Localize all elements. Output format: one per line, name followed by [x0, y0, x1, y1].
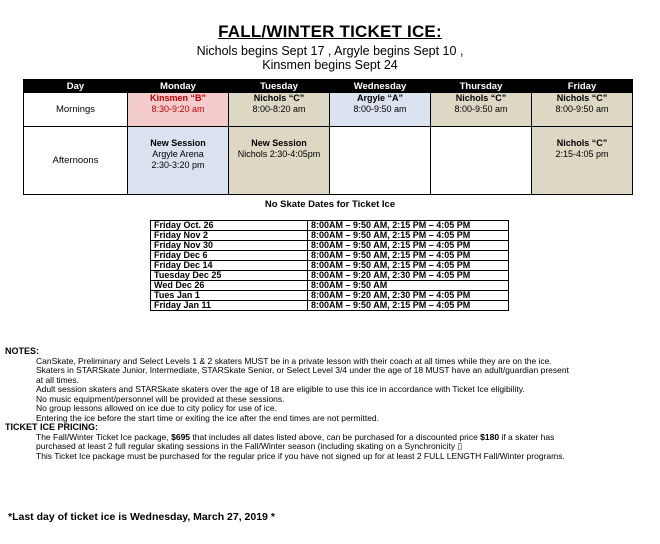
no-skate-table [150, 220, 509, 311]
afternoons-row [24, 127, 633, 195]
schedule-table [23, 79, 633, 195]
friday-afternoon-time: 2:15-4:05 pm [555, 149, 609, 159]
header-thursday: Thursday [431, 80, 532, 93]
mornings-label: Mornings [24, 93, 128, 127]
monday-afternoon-cell [128, 127, 229, 195]
no-skate-row [151, 271, 509, 281]
no-skate-times: 8:00AM – 9:50 AM, 2:15 PM – 4:05 PM [308, 261, 509, 271]
mornings-row [24, 93, 633, 127]
friday-morning-cell [532, 93, 633, 127]
no-skate-times: 8:00AM – 9:50 AM, 2:15 PM – 4:05 PM [308, 241, 509, 251]
note-item: at all times. [36, 374, 79, 385]
page-subtitle [0, 44, 660, 72]
no-skate-times: 8:00AM – 9:20 AM, 2:30 PM – 4:05 PM [308, 291, 509, 301]
no-skate-times: 8:00AM – 9:20 AM, 2:30 PM – 4:05 PM [308, 271, 509, 281]
no-skate-row [151, 241, 509, 251]
no-skate-date: Friday Dec 6 [151, 251, 308, 261]
no-skate-times: 8:00AM – 9:50 AM, 2:15 PM – 4:05 PM [308, 251, 509, 261]
no-skate-date: Tues Jan 1 [151, 291, 308, 301]
pricing-text: that includes all dates listed above, can be purchased for a discounted price [190, 431, 481, 442]
monday-afternoon-location: Argyle Arena [152, 149, 204, 159]
no-skate-date: Friday Dec 14 [151, 261, 308, 271]
tuesday-morning-cell [229, 93, 330, 127]
monday-morning-time: 8:30-9:20 am [151, 104, 205, 114]
no-skate-row [151, 221, 509, 231]
discount-price: $180 [480, 431, 500, 442]
no-skate-times: 8:00AM – 9:50 AM, 2:15 PM – 4:05 PM [308, 221, 509, 231]
no-skate-row [151, 301, 509, 311]
notes-section [5, 347, 653, 461]
pricing-text: if a skater has [499, 431, 555, 442]
wednesday-morning-rink: Argyle “A” [356, 93, 403, 103]
pricing-text: The Fall/Winter Ticket Ice package, [36, 431, 172, 442]
thursday-morning-cell [431, 93, 532, 127]
no-skate-date: Friday Nov 30 [151, 241, 308, 251]
pricing-heading: TICKET ICE PRICING: [5, 422, 99, 432]
friday-morning-time: 8:00-9:50 am [555, 104, 609, 114]
friday-morning-rink: Nichols “C” [556, 93, 608, 103]
no-skate-date: Friday Nov 2 [151, 231, 308, 241]
wednesday-morning-time: 8:00-9:50 am [353, 104, 407, 114]
no-skate-date: Friday Jan 11 [151, 301, 308, 311]
note-item: Adult session skaters and STARSkate skaters over the age of 18 are eligible to use this ice in accordance with Ticket Ice eligibility. [36, 384, 525, 394]
page-title: FALL/WINTER TICKET ICE: [218, 22, 442, 41]
friday-afternoon-cell [532, 127, 633, 195]
notes-heading: NOTES: [5, 346, 40, 356]
no-skate-row [151, 291, 509, 301]
schedule-header-row [24, 80, 633, 93]
subtitle-line-2: Kinsmen begins Sept 24 [262, 58, 398, 72]
monday-morning-cell [128, 93, 229, 127]
thursday-morning-rink: Nichols “C” [455, 93, 507, 103]
tuesday-morning-time: 8:00-8:20 am [252, 104, 306, 114]
no-skate-date: Friday Oct. 26 [151, 221, 308, 231]
note-item: Entering the ice before the start time or exiting the ice after the end times are not permitted. [36, 412, 380, 423]
no-skate-date: Wed Dec 26 [151, 281, 308, 291]
tuesday-afternoon-cell [229, 127, 330, 195]
no-skate-row [151, 281, 509, 291]
friday-afternoon-rink: Nichols “C” [556, 138, 608, 148]
pricing-line-2: purchased at least 2 full regular skating sessions in the Fall/Winter season (including skating on a Synchronicity ▯ [36, 441, 463, 451]
no-skate-times: 8:00AM – 9:50 AM, 2:15 PM – 4:05 PM [308, 301, 509, 311]
monday-afternoon-session: New Session [150, 138, 206, 148]
header-day: Day [24, 80, 128, 93]
pricing-line-3: This Ticket Ice package must be purchased for the regular price if you have not signed up for at least 2 FULL LENGTH Fall/Winter programs. [36, 450, 565, 461]
subtitle-line-1: Nichols begins Sept 17 , Argyle begins Sept 10 , [196, 44, 464, 58]
header-friday: Friday [532, 80, 633, 93]
no-skate-title: No Skate Dates for Ticket Ice [264, 199, 396, 210]
wednesday-afternoon-cell [330, 127, 431, 195]
no-skate-row [151, 231, 509, 241]
afternoons-label: Afternoons [24, 127, 128, 195]
header-monday: Monday [128, 80, 229, 93]
wednesday-morning-cell [330, 93, 431, 127]
no-skate-times: 8:00AM – 9:50 AM, 2:15 PM – 4:05 PM [308, 231, 509, 241]
package-price: $695 [171, 431, 191, 442]
note-item: No music equipment/personnel will be provided at these sessions. [36, 393, 285, 404]
monday-afternoon-time: 2:30-3:20 pm [151, 160, 205, 170]
tuesday-morning-rink: Nichols “C” [253, 93, 305, 103]
no-skate-row [151, 261, 509, 271]
last-day-note: *Last day of ticket ice is Wednesday, March 27, 2019 * [8, 511, 275, 523]
note-item: No group lessons allowed on ice due to city policy for use of ice. [36, 403, 277, 413]
tuesday-afternoon-session: New Session [251, 138, 307, 148]
monday-morning-rink: Kinsmen “B” [149, 93, 206, 103]
tuesday-afternoon-time: Nichols 2:30-4:05pm [237, 149, 321, 159]
header-tuesday: Tuesday [229, 80, 330, 93]
no-skate-times: 8:00AM – 9:50 AM [308, 281, 509, 291]
thursday-afternoon-cell [431, 127, 532, 195]
no-skate-row [151, 251, 509, 261]
no-skate-date: Tuesday Dec 25 [151, 271, 308, 281]
note-item: CanSkate, Preliminary and Select Levels 1 & 2 skaters MUST be in a private lesson with their coach at all times while they are on the ice. [36, 355, 552, 366]
note-item: Skaters in STARSkate Junior, Intermediate, STARSkate Senior, or Select Level 3/4 under the age of 18 MUST have an adult/guardian present [36, 365, 569, 375]
header-wednesday: Wednesday [330, 80, 431, 93]
thursday-morning-time: 8:00-9:50 am [454, 104, 508, 114]
